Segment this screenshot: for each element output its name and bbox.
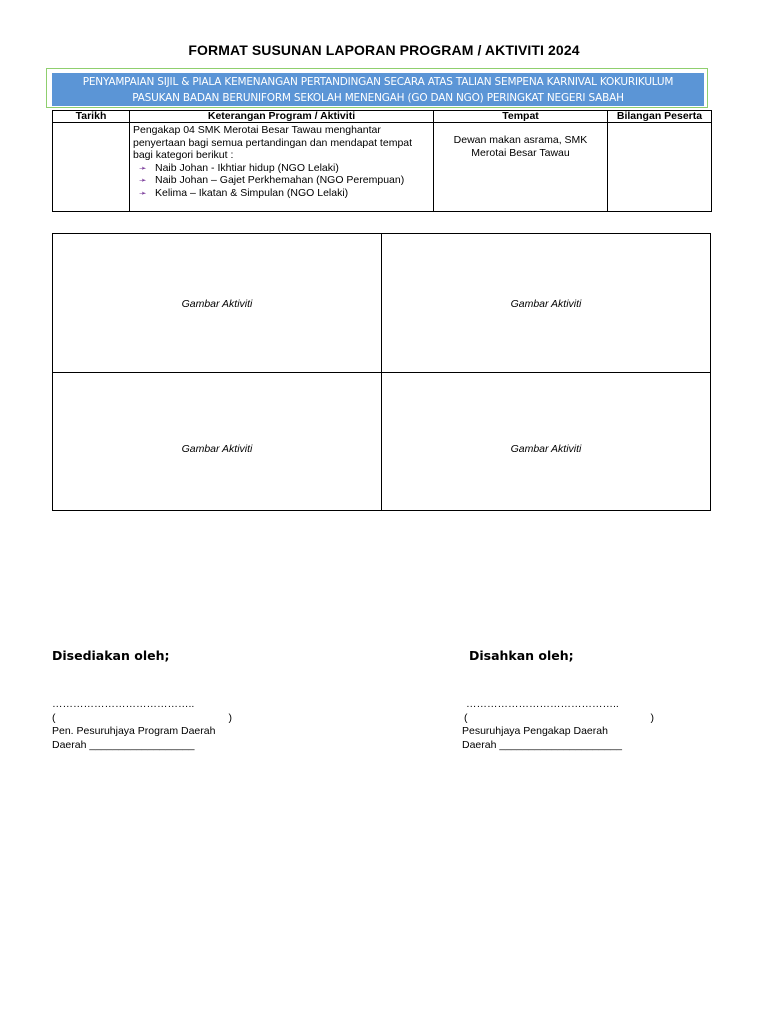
paren-open: ( bbox=[464, 711, 468, 724]
signature-line: ………………………………….. bbox=[52, 698, 195, 710]
program-banner bbox=[52, 73, 704, 106]
name-parentheses bbox=[462, 712, 654, 726]
arrow-bullet-icon: ➛ bbox=[139, 187, 147, 198]
banner-line-2: PASUKAN BADAN BERUNIFORM SEKOLAH MENENGAH (GO DAN NGO) PERINGKAT NEGERI SABAH bbox=[132, 92, 624, 104]
cell-keterangan bbox=[130, 123, 434, 212]
arrow-bullet-icon: ➛ bbox=[139, 162, 147, 173]
list-item-text: Naib Johan – Gajet Perkhemahan (NGO Perempuan) bbox=[155, 174, 405, 186]
list-item-text: Kelima – Ikatan & Simpulan (NGO Lelaki) bbox=[155, 186, 349, 199]
header-tempat: Tempat bbox=[434, 111, 608, 123]
name-parentheses bbox=[52, 712, 232, 726]
page-title: FORMAT SUSUNAN LAPORAN PROGRAM / AKTIVITI 2024 bbox=[188, 42, 580, 58]
header-tarikh: Tarikh bbox=[53, 111, 130, 123]
list-item bbox=[133, 187, 430, 200]
table-header-row bbox=[53, 111, 712, 123]
signer-daerah: Daerah _____________________ bbox=[462, 738, 622, 751]
banner-line-1: PENYAMPAIAN SIJIL & PIALA KEMENANGAN PERTANDINGAN SECARA ATAS TALIAN SEMPENA KARNIVAL KOKURIKULUM bbox=[82, 76, 674, 88]
header-keterangan: Keterangan Program / Aktiviti bbox=[130, 111, 434, 123]
approved-by-signature bbox=[462, 698, 654, 752]
header-bilangan: Bilangan Peserta bbox=[608, 111, 712, 123]
signer-role: Pesuruhjaya Pengakap Daerah bbox=[462, 725, 608, 737]
keterangan-intro: Pengakap 04 SMK Merotai Besar Tawau menghantar penyertaan bagi semua pertandingan dan mendapat tempat bagi kategori berikut : bbox=[133, 124, 413, 161]
list-item bbox=[133, 174, 430, 187]
table-row bbox=[53, 123, 712, 212]
photo-placeholder: Gambar Aktiviti bbox=[53, 373, 382, 510]
prepared-by-heading: Disediakan oleh; bbox=[52, 648, 170, 663]
list-item bbox=[133, 162, 430, 175]
list-item-text: Naib Johan - Ikhtiar hidup (NGO Lelaki) bbox=[155, 161, 339, 174]
program-info-table bbox=[52, 110, 712, 212]
photo-placeholder: Gambar Aktiviti bbox=[382, 234, 710, 373]
signer-role: Pen. Pesuruhjaya Program Daerah bbox=[52, 725, 216, 737]
signature-line: …………………………………….. bbox=[466, 698, 619, 710]
photo-placeholder: Gambar Aktiviti bbox=[510, 442, 582, 455]
achievement-list bbox=[133, 162, 430, 200]
activity-photo-grid bbox=[52, 233, 711, 511]
arrow-bullet-icon: ➛ bbox=[139, 175, 147, 185]
prepared-by-signature bbox=[52, 698, 232, 752]
signer-daerah: Daerah __________________ bbox=[52, 738, 195, 751]
paren-close: ) bbox=[228, 711, 232, 724]
paren-open: ( bbox=[52, 711, 56, 724]
photo-placeholder: Gambar Aktiviti bbox=[53, 234, 382, 373]
cell-tarikh bbox=[53, 123, 130, 212]
approved-by-heading: Disahkan oleh; bbox=[469, 648, 574, 663]
cell-bilangan bbox=[608, 123, 712, 212]
paren-close: ) bbox=[650, 711, 654, 724]
cell-tempat: Dewan makan asrama, SMK Merotai Besar Tawau bbox=[434, 123, 608, 212]
